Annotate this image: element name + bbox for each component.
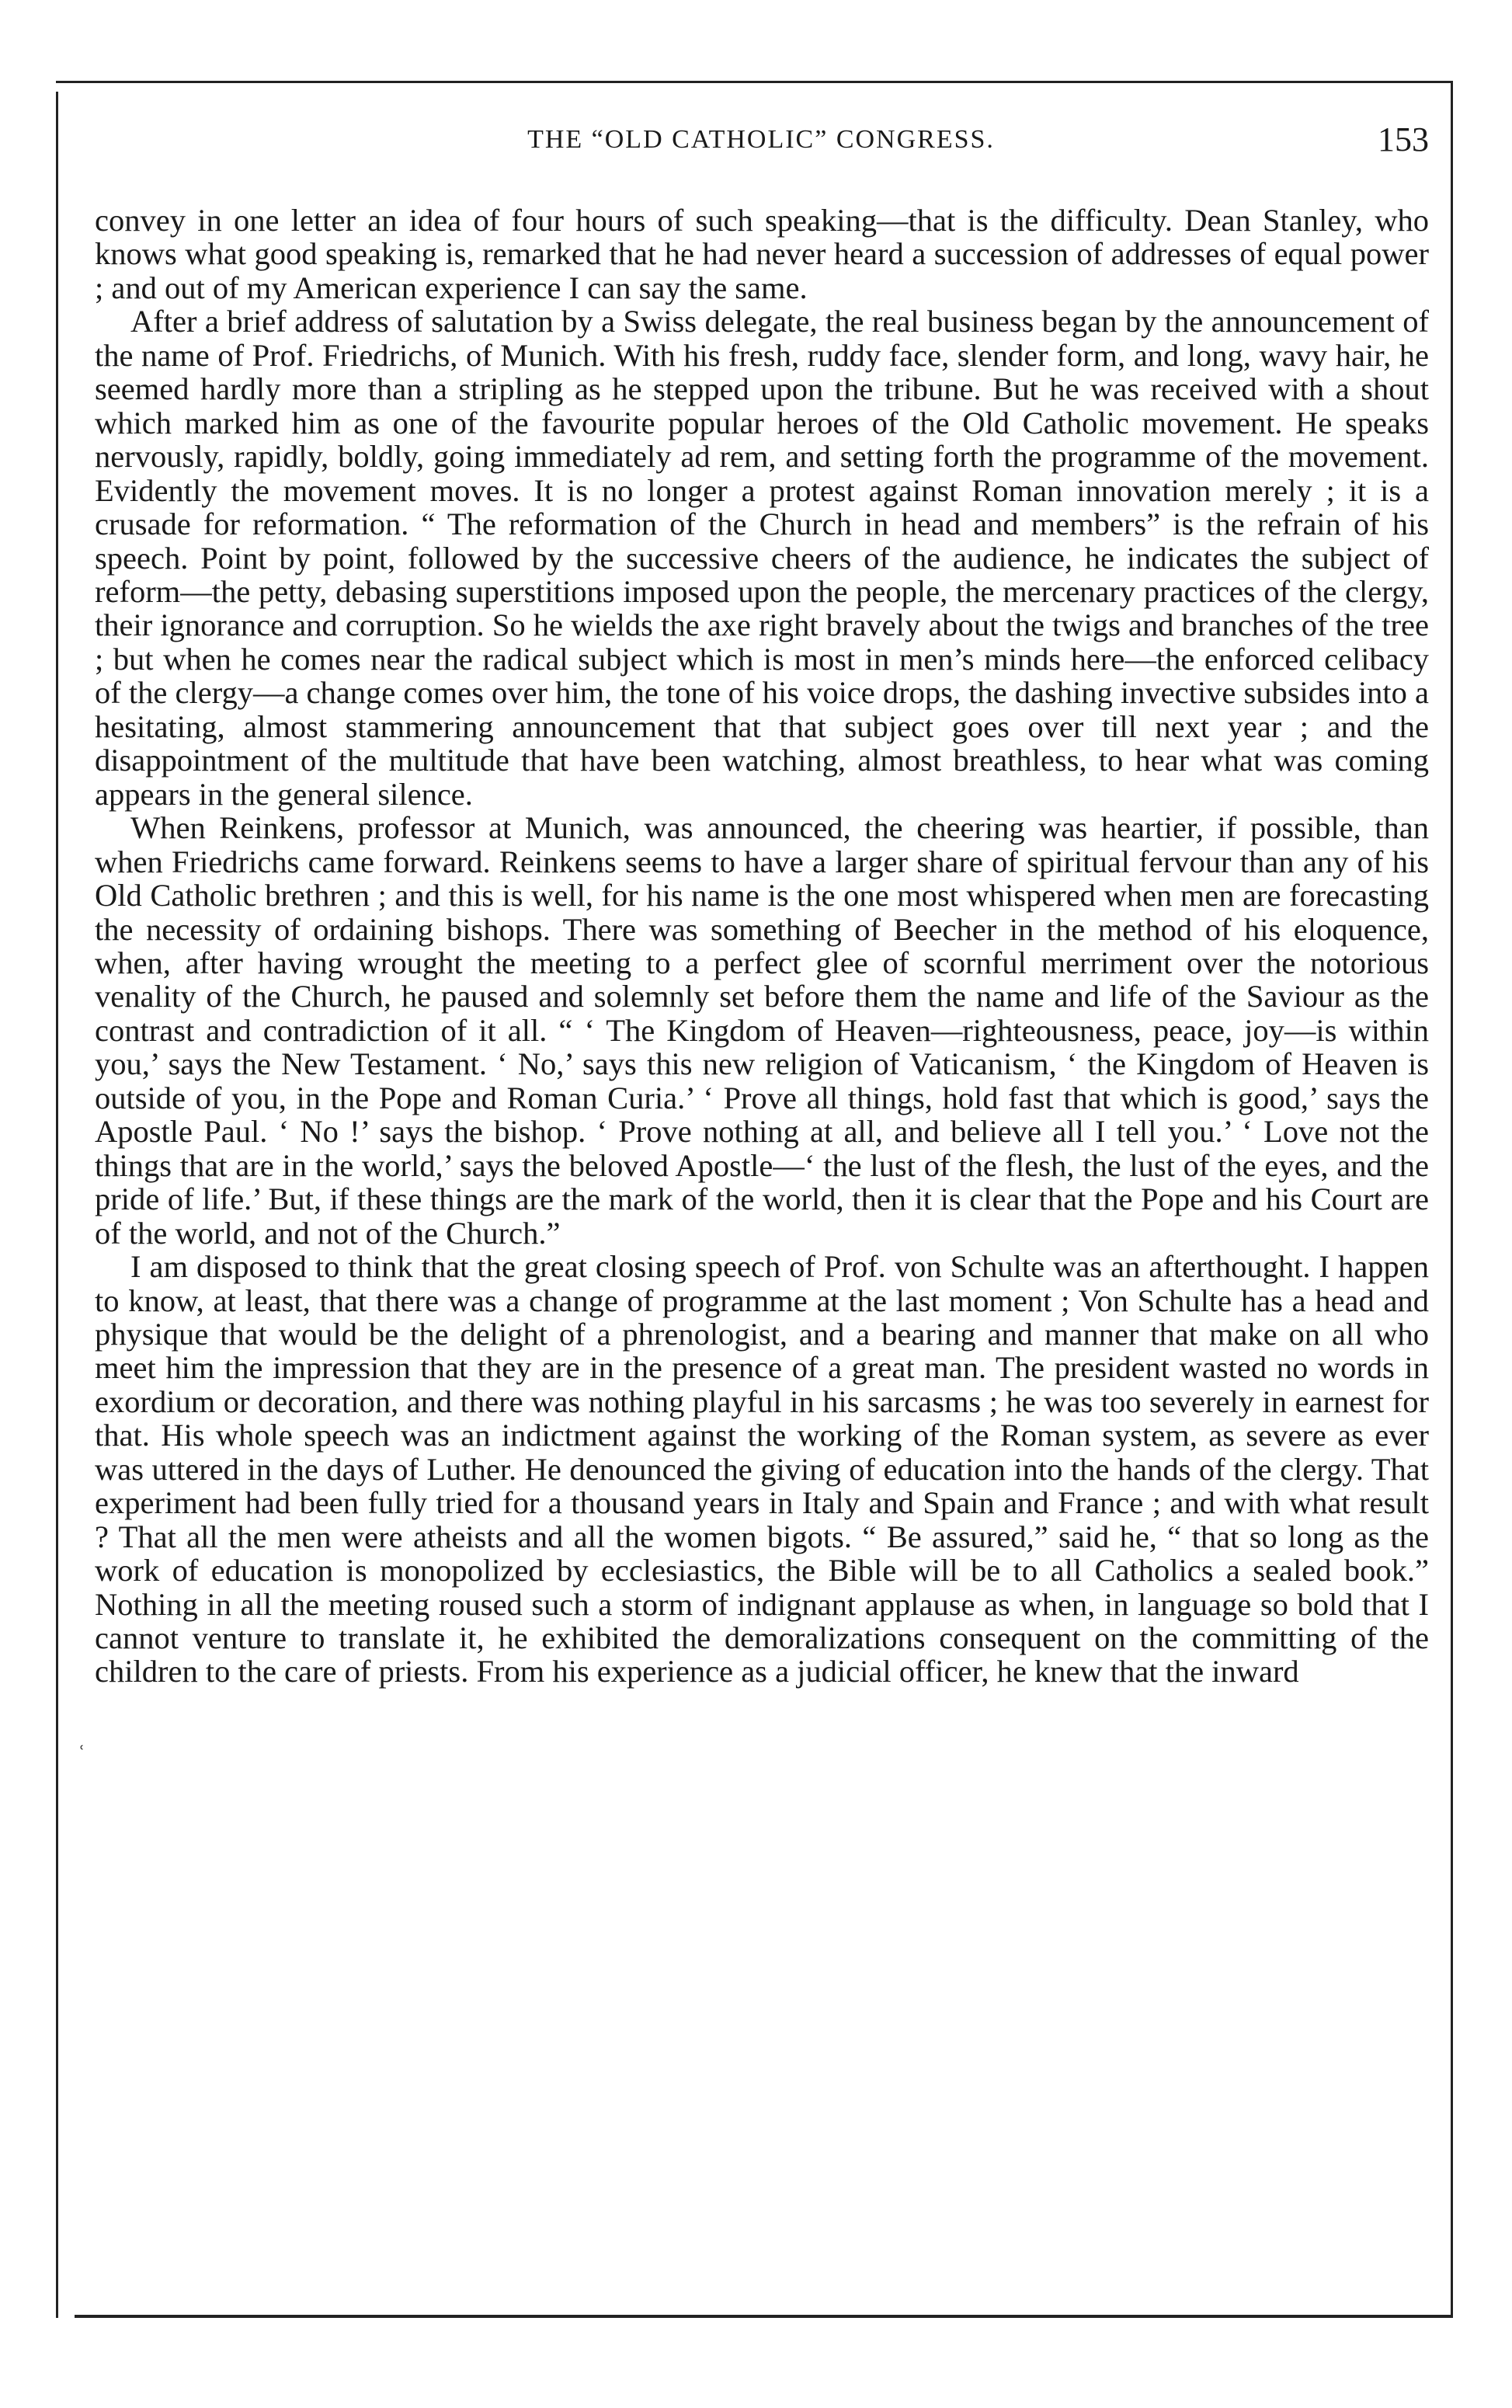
running-head: THE “OLD CATHOLIC” CONGRESS. [527,125,995,154]
right-border-rule [1451,81,1453,2318]
page-header [93,117,1429,163]
body-text [95,204,1429,1689]
bottom-border-rule [75,2315,1453,2318]
top-border-rule [56,81,1453,83]
paragraph-1: convey in one letter an idea of four hours of such speaking—that is the difficulty. Dean Stanley, who knows what good speaking is, remarked that he had never heard a succession of addresses of equal power ; and out of my American experience I can say the same. [95,203,1429,305]
page-number: 153 [1378,120,1429,158]
paragraph-2: After a brief address of salutation by a Swiss delegate, the real business began by the announcement of the name of Prof. Friedrichs, of Munich. With his fresh, ruddy face, slender form, and long, wavy hair, he seemed hardly more than a stripling as he stepped upon the tribune. But he was received with a shout which marked him as one of the favourite popular heroes of the Old Catholic movement. He speaks nervously, rapidly, boldly, going immediately ad rem, and setting forth the programme of the movement. Evidently the movement moves. It is no longer a protest against Roman innovation merely ; it is a crusade for reformation. “ The reformation of the Church in head and members” is the refrain of his speech. Point by point, followed by the successive cheers of the audience, he indicates the subject of reform—the petty, debasing superstitions imposed upon the people, the mercenary practices of the clergy, their ignorance and corruption. So he wields the axe right bravely about the twigs and branches of the tree ; but when he comes near the radical subject which is most in men’s minds here—the enforced celibacy of the clergy—a change comes over him, the tone of his voice drops, the dashing invective subsides into a hesitating, almost stammering announcement that that subject goes over till next year ; and the disappointment of the multitude that have been watching, almost breathless, to hear what was coming appears in the general silence. [95,304,1429,812]
left-border-rule [56,92,58,2318]
paragraph-3: When Reinkens, professor at Munich, was announced, the cheering was heartier, if possible, than when Friedrichs came forward. Reinkens seems to have a larger share of spiritual fervour than any of his Old Catholic brethren ; and this is well, for his name is the one most whispered when men are forecasting the necessity of ordaining bishops. There was something of Beecher in the method of his eloquence, when, after having wrought the meeting to a perfect glee of scornful merriment over the notorious venality of the Church, he paused and solemnly set before them the name and life of the Saviour as the contrast and contradiction of it all. “ ‘ The Kingdom of Heaven—righteousness, peace, joy—is within you,’ says the New Testament. ‘ No,’ says this new religion of Vaticanism, ‘ the Kingdom of Heaven is outside of you, in the Pope and Roman Curia.’ ‘ Prove all things, hold fast that which is good,’ says the Apostle Paul. ‘ No !’ says the bishop. ‘ Prove nothing at all, and believe all I tell you.’ ‘ Love not the things that are in the world,’ says the beloved Apostle—‘ the lust of the flesh, the lust of the eyes, and the pride of life.’ But, if these things are the mark of the world, then it is clear that the Pope and his Court are of the world, and not of the Church.” [95,810,1429,1251]
margin-mark: ʿ [78,1742,85,1767]
paragraph-4: I am disposed to think that the great closing speech of Prof. von Schulte was an afterthought. I happen to know, at least, that there was a change of programme at the last moment ; Von Schulte has a head and physique that would be the delight of a phrenologist, and a bearing and manner that make on all who meet him the impression that they are in the presence of a great man. The president wasted no words in exordium or decoration, and there was nothing playful in his sarcasms ; he was too severely in earnest for that. His whole speech was an indictment against the working of the Roman system, as severe as ever was uttered in the days of Luther. He denounced the giving of education into the hands of the clergy. That experiment had been fully tried for a thousand years in Italy and Spain and France ; and with what result ? That all the men were atheists and all the women bigots. “ Be assured,” said he, “ that so long as the work of education is monopolized by ecclesiastics, the Bible will be to all Catholics a sealed book.” Nothing in all the meeting roused such a storm of indignant applause as when, in language so bold that I cannot venture to translate it, he exhibited the demoralizations consequent on the committing of the children to the care of priests. From his experience as a judicial officer, he knew that the inward [95,1249,1429,1689]
